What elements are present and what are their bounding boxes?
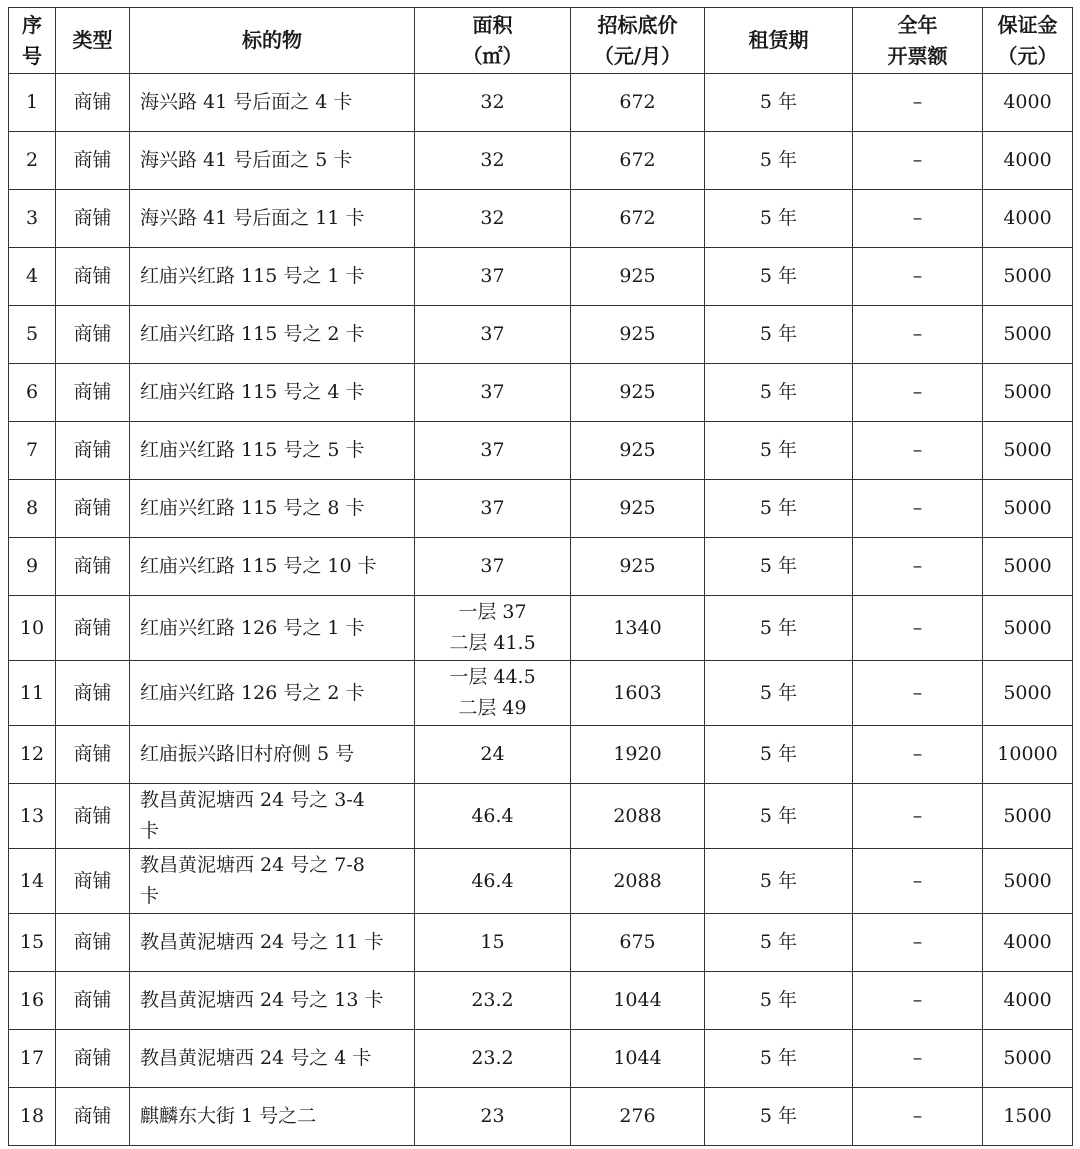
cell-invoice: – (853, 364, 983, 422)
table-row (9, 914, 1073, 972)
cell-deposit: 5000 (983, 364, 1073, 422)
cell-seq: 5 (9, 306, 56, 364)
cell-term: 5 年 (705, 422, 853, 480)
cell-target-line: 红庙兴红路 115 号之 10 卡 (140, 555, 377, 577)
cell-term: 5 年 (705, 661, 853, 726)
cell-area (415, 74, 571, 132)
cell-area-line: 23.2 (471, 1047, 514, 1069)
cell-seq: 8 (9, 480, 56, 538)
cell-type: 商铺 (56, 661, 130, 726)
cell-term: 5 年 (705, 306, 853, 364)
cell-target-line: 教昌黄泥塘西 24 号之 4 卡 (140, 1047, 372, 1069)
cell-seq: 17 (9, 1030, 56, 1088)
cell-invoice: – (853, 784, 983, 849)
header-seq-line1: 序 (22, 12, 42, 37)
cell-type: 商铺 (56, 422, 130, 480)
cell-target-line: 卡 (140, 820, 160, 842)
cell-target-line: 教昌黄泥塘西 24 号之 11 卡 (140, 931, 384, 953)
cell-price: 2088 (571, 849, 705, 914)
cell-deposit: 5000 (983, 1030, 1073, 1088)
cell-area (415, 538, 571, 596)
cell-type: 商铺 (56, 364, 130, 422)
cell-invoice: – (853, 306, 983, 364)
cell-area-line: 24 (480, 743, 505, 765)
header-invoice (853, 8, 983, 74)
cell-area (415, 1088, 571, 1146)
cell-invoice: – (853, 248, 983, 306)
cell-target-line: 海兴路 41 号后面之 4 卡 (140, 91, 353, 113)
cell-target (130, 480, 415, 538)
table-row (9, 972, 1073, 1030)
cell-target (130, 248, 415, 306)
cell-invoice: – (853, 422, 983, 480)
cell-area-line: 37 (480, 323, 505, 345)
header-price-line1: 招标底价 (597, 12, 678, 37)
cell-type: 商铺 (56, 914, 130, 972)
cell-invoice: – (853, 480, 983, 538)
cell-price: 925 (571, 364, 705, 422)
cell-type: 商铺 (56, 190, 130, 248)
table-row (9, 248, 1073, 306)
cell-area (415, 1030, 571, 1088)
table-row (9, 190, 1073, 248)
cell-deposit: 5000 (983, 596, 1073, 661)
cell-target (130, 132, 415, 190)
cell-term: 5 年 (705, 132, 853, 190)
header-term (705, 8, 853, 74)
cell-area (415, 422, 571, 480)
cell-area (415, 914, 571, 972)
cell-price: 1603 (571, 661, 705, 726)
cell-seq: 11 (9, 661, 56, 726)
cell-target (130, 596, 415, 661)
cell-price: 2088 (571, 784, 705, 849)
cell-target-line: 教昌黄泥塘西 24 号之 7-8 (140, 854, 365, 876)
cell-deposit: 5000 (983, 849, 1073, 914)
cell-type: 商铺 (56, 132, 130, 190)
cell-term: 5 年 (705, 74, 853, 132)
cell-area (415, 364, 571, 422)
cell-area-line: 二层 49 (458, 697, 527, 719)
header-area-line2: （㎡） (462, 43, 523, 68)
cell-price: 1340 (571, 596, 705, 661)
cell-area-line: 一层 37 (458, 601, 527, 623)
cell-seq: 13 (9, 784, 56, 849)
cell-area (415, 661, 571, 726)
cell-area-line: 二层 41.5 (449, 632, 536, 654)
cell-price: 925 (571, 306, 705, 364)
cell-seq: 12 (9, 726, 56, 784)
cell-seq: 7 (9, 422, 56, 480)
cell-type: 商铺 (56, 1030, 130, 1088)
cell-invoice: – (853, 596, 983, 661)
header-seq-line2: 号 (22, 43, 42, 68)
cell-type: 商铺 (56, 538, 130, 596)
cell-invoice: – (853, 190, 983, 248)
cell-area-line: 37 (480, 265, 505, 287)
cell-type: 商铺 (56, 248, 130, 306)
cell-price: 925 (571, 480, 705, 538)
cell-deposit: 4000 (983, 190, 1073, 248)
cell-invoice: – (853, 1088, 983, 1146)
header-invoice-line2: 开票额 (887, 43, 948, 68)
cell-target (130, 1088, 415, 1146)
cell-term: 5 年 (705, 972, 853, 1030)
cell-target-line: 卡 (140, 885, 160, 907)
cell-area-line: 37 (480, 381, 505, 403)
cell-area-line: 32 (480, 207, 505, 229)
cell-term: 5 年 (705, 1088, 853, 1146)
header-deposit-line1: 保证金 (997, 12, 1058, 37)
header-area-line1: 面积 (472, 12, 513, 37)
cell-area-line: 一层 44.5 (449, 666, 536, 688)
cell-deposit: 5000 (983, 306, 1073, 364)
cell-area-line: 32 (480, 91, 505, 113)
cell-deposit: 5000 (983, 538, 1073, 596)
cell-area (415, 248, 571, 306)
cell-area-line: 23.2 (471, 989, 514, 1011)
cell-price: 925 (571, 538, 705, 596)
cell-target-line: 红庙兴红路 115 号之 5 卡 (140, 439, 365, 461)
cell-type: 商铺 (56, 1088, 130, 1146)
cell-seq: 9 (9, 538, 56, 596)
cell-type: 商铺 (56, 74, 130, 132)
table-row (9, 480, 1073, 538)
cell-term: 5 年 (705, 480, 853, 538)
table-row (9, 1088, 1073, 1146)
cell-area (415, 784, 571, 849)
table-row (9, 538, 1073, 596)
cell-deposit: 5000 (983, 784, 1073, 849)
cell-price: 672 (571, 190, 705, 248)
cell-term: 5 年 (705, 190, 853, 248)
header-deposit (983, 8, 1073, 74)
table-row (9, 74, 1073, 132)
cell-area (415, 849, 571, 914)
header-area (415, 8, 571, 74)
table-row (9, 132, 1073, 190)
cell-deposit: 10000 (983, 726, 1073, 784)
cell-deposit: 4000 (983, 972, 1073, 1030)
cell-term: 5 年 (705, 596, 853, 661)
cell-deposit: 5000 (983, 480, 1073, 538)
header-invoice-line1: 全年 (897, 12, 938, 37)
cell-target (130, 538, 415, 596)
cell-target-line: 红庙兴红路 115 号之 1 卡 (140, 265, 365, 287)
cell-area-line: 37 (480, 555, 505, 577)
cell-seq: 1 (9, 74, 56, 132)
cell-target-line: 红庙兴红路 115 号之 4 卡 (140, 381, 365, 403)
cell-type: 商铺 (56, 726, 130, 784)
cell-term: 5 年 (705, 849, 853, 914)
cell-seq: 6 (9, 364, 56, 422)
table-row (9, 306, 1073, 364)
table-row (9, 1030, 1073, 1088)
cell-price: 1044 (571, 972, 705, 1030)
cell-area-line: 37 (480, 497, 505, 519)
cell-area (415, 726, 571, 784)
table-row (9, 784, 1073, 849)
cell-target (130, 726, 415, 784)
table-body (9, 74, 1073, 1146)
table-row (9, 726, 1073, 784)
cell-invoice: – (853, 914, 983, 972)
cell-deposit: 4000 (983, 914, 1073, 972)
cell-seq: 3 (9, 190, 56, 248)
cell-area (415, 132, 571, 190)
cell-type: 商铺 (56, 480, 130, 538)
cell-price: 1044 (571, 1030, 705, 1088)
header-target (130, 8, 415, 74)
cell-area (415, 306, 571, 364)
cell-target (130, 364, 415, 422)
cell-term: 5 年 (705, 784, 853, 849)
cell-deposit: 1500 (983, 1088, 1073, 1146)
table-row (9, 661, 1073, 726)
cell-area-line: 15 (480, 931, 505, 953)
cell-invoice: – (853, 1030, 983, 1088)
lease-table (8, 7, 1073, 1146)
header-target-line1: 标的物 (242, 28, 302, 52)
cell-target (130, 914, 415, 972)
cell-invoice: – (853, 849, 983, 914)
cell-target (130, 849, 415, 914)
cell-invoice: – (853, 726, 983, 784)
cell-seq: 14 (9, 849, 56, 914)
cell-target (130, 972, 415, 1030)
cell-deposit: 5000 (983, 422, 1073, 480)
cell-area (415, 190, 571, 248)
cell-invoice: – (853, 661, 983, 726)
cell-target-line: 麒麟东大街 1 号之二 (140, 1105, 317, 1127)
header-type (56, 8, 130, 74)
cell-area (415, 480, 571, 538)
cell-invoice: – (853, 972, 983, 1030)
header-price-line2: （元/月） (593, 43, 682, 68)
cell-type: 商铺 (56, 849, 130, 914)
cell-target (130, 784, 415, 849)
table-row (9, 364, 1073, 422)
cell-target (130, 74, 415, 132)
cell-deposit: 5000 (983, 248, 1073, 306)
table-row (9, 422, 1073, 480)
cell-invoice: – (853, 538, 983, 596)
cell-target-line: 红庙兴红路 115 号之 8 卡 (140, 497, 365, 519)
cell-type: 商铺 (56, 784, 130, 849)
cell-area-line: 46.4 (471, 804, 514, 827)
cell-price: 276 (571, 1088, 705, 1146)
cell-seq: 4 (9, 248, 56, 306)
cell-term: 5 年 (705, 538, 853, 596)
cell-price: 925 (571, 248, 705, 306)
cell-invoice: – (853, 74, 983, 132)
cell-target-line: 教昌黄泥塘西 24 号之 3-4 (140, 789, 365, 811)
cell-seq: 18 (9, 1088, 56, 1146)
cell-price: 672 (571, 74, 705, 132)
cell-term: 5 年 (705, 364, 853, 422)
header-price (571, 8, 705, 74)
header-type-line1: 类型 (72, 28, 113, 52)
cell-area-line: 32 (480, 149, 505, 171)
cell-area-line: 46.4 (471, 869, 514, 892)
cell-invoice: – (853, 132, 983, 190)
cell-seq: 16 (9, 972, 56, 1030)
cell-seq: 2 (9, 132, 56, 190)
cell-price: 672 (571, 132, 705, 190)
header-term-line1: 租赁期 (748, 28, 809, 52)
cell-deposit: 4000 (983, 132, 1073, 190)
cell-target (130, 1030, 415, 1088)
cell-target-line: 红庙兴红路 126 号之 1 卡 (140, 616, 365, 639)
table-row (9, 849, 1073, 914)
cell-term: 5 年 (705, 726, 853, 784)
cell-price: 1920 (571, 726, 705, 784)
header-deposit-line2: （元） (997, 43, 1058, 68)
cell-term: 5 年 (705, 1030, 853, 1088)
cell-price: 925 (571, 422, 705, 480)
cell-target (130, 190, 415, 248)
cell-target (130, 422, 415, 480)
cell-type: 商铺 (56, 972, 130, 1030)
cell-deposit: 4000 (983, 74, 1073, 132)
table-row (9, 596, 1073, 661)
cell-target-line: 红庙兴红路 115 号之 2 卡 (140, 323, 365, 345)
cell-type: 商铺 (56, 306, 130, 364)
cell-area-line: 37 (480, 439, 505, 461)
cell-target (130, 306, 415, 364)
cell-area-line: 23 (480, 1105, 505, 1127)
cell-deposit: 5000 (983, 661, 1073, 726)
header-seq (9, 8, 56, 74)
cell-seq: 15 (9, 914, 56, 972)
cell-target-line: 海兴路 41 号后面之 11 卡 (140, 207, 365, 229)
cell-type: 商铺 (56, 596, 130, 661)
header-row (9, 8, 1073, 74)
cell-target (130, 661, 415, 726)
cell-target-line: 教昌黄泥塘西 24 号之 13 卡 (140, 989, 384, 1011)
cell-target-line: 红庙振兴路旧村府侧 5 号 (140, 743, 355, 765)
cell-term: 5 年 (705, 248, 853, 306)
cell-term: 5 年 (705, 914, 853, 972)
cell-target-line: 海兴路 41 号后面之 5 卡 (140, 149, 353, 171)
cell-area (415, 972, 571, 1030)
cell-target-line: 红庙兴红路 126 号之 2 卡 (140, 681, 365, 704)
cell-price: 675 (571, 914, 705, 972)
cell-seq: 10 (9, 596, 56, 661)
cell-area (415, 596, 571, 661)
